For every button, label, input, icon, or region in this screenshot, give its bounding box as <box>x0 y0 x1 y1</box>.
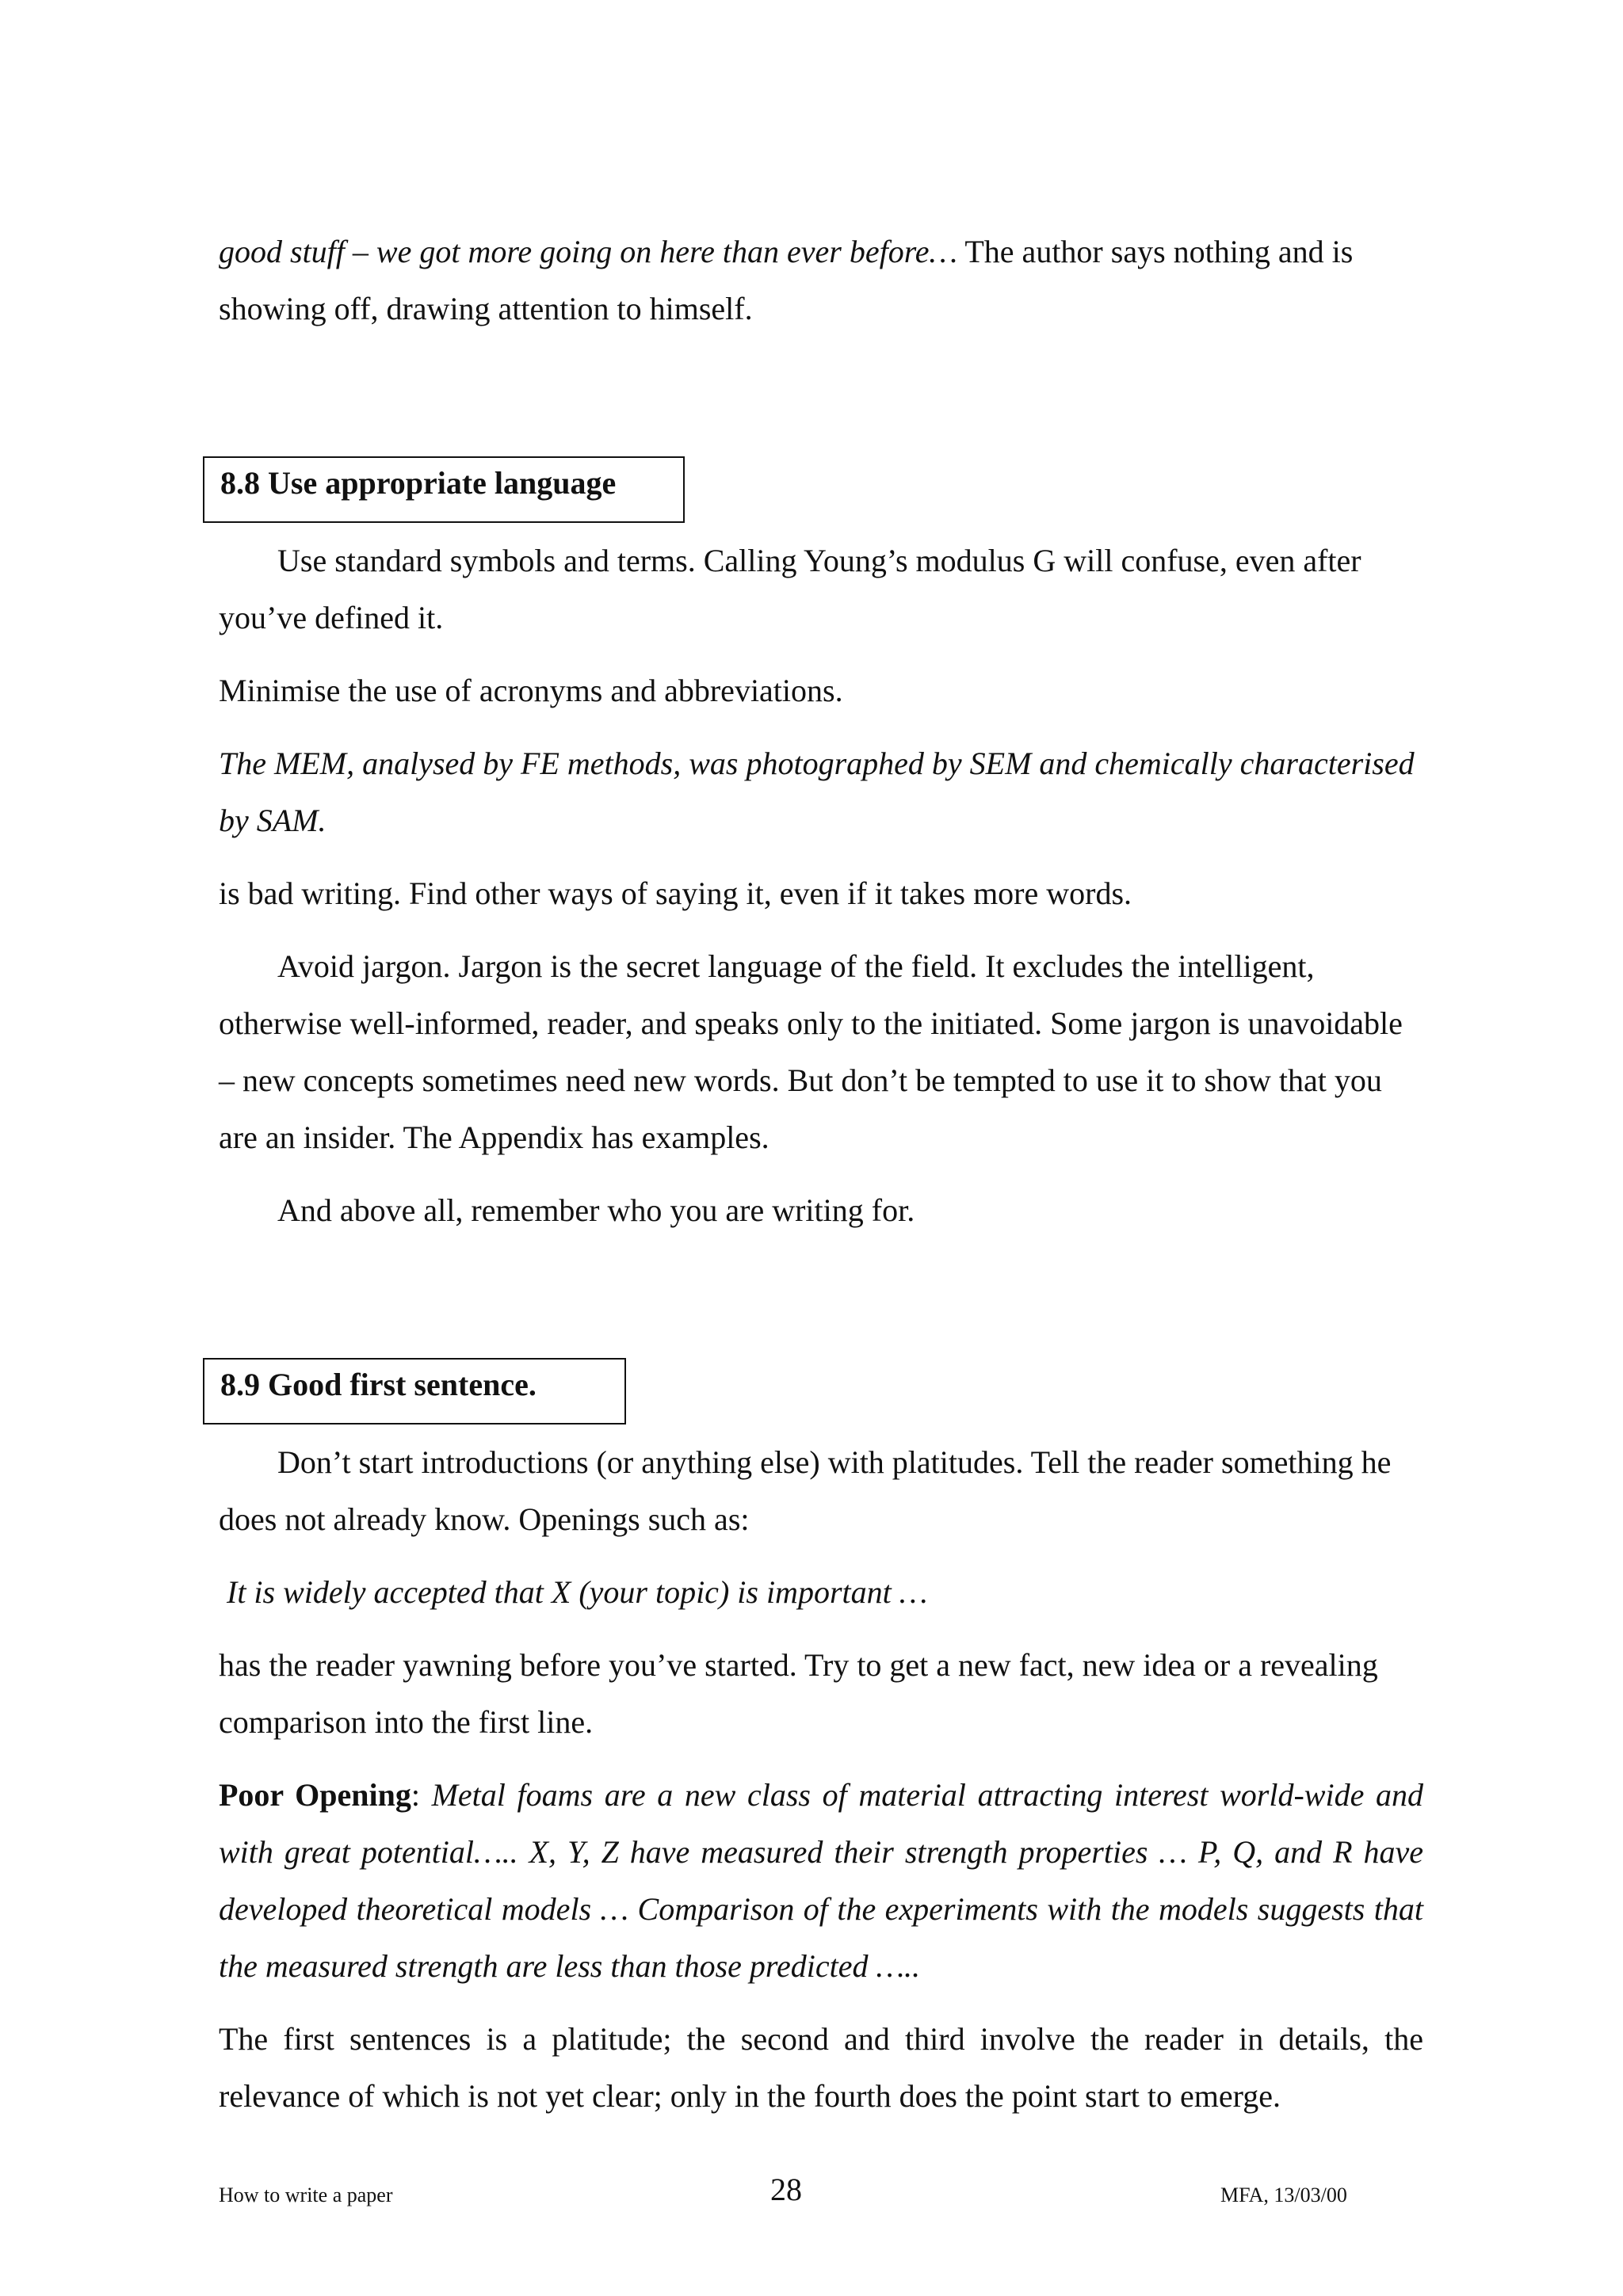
poor-opening-label: Poor Opening <box>219 1777 411 1813</box>
paragraph-minimise-acronyms: Minimise the use of acronyms and abbreviations. <box>219 673 843 708</box>
page-number: 28 <box>770 2172 802 2207</box>
paragraph-platitudes: Don’t start introductions (or anything else) with platitudes. Tell the reader something he does not already know. Openings such as: <box>219 1444 1392 1537</box>
section-heading-8-9: 8.9 Good first sentence. <box>203 1358 626 1425</box>
section-heading-8-8: 8.8 Use appropriate language <box>203 456 685 523</box>
page-content <box>219 223 1423 2125</box>
footer-date: MFA, 13/03/00 <box>1220 2183 1347 2206</box>
example-platitude: It is widely accepted that X (your topic) is important … <box>227 1574 928 1610</box>
paragraph-yawning: has the reader yawning before you’ve started. Try to get a new fact, new idea or a revealing comparison into the first line. <box>219 1647 1378 1740</box>
paragraph-avoid-jargon: Avoid jargon. Jargon is the secret language of the field. It excludes the intelligent, otherwise well-informed, reader, and speaks only to the initiated. Some jargon is unavoidable – new concepts sometimes need new words. But don’t be tempted to use it to show that you are an insider. The Appendix has examples. <box>219 948 1403 1155</box>
paragraph-poor-opening <box>219 1767 1423 1995</box>
continuation-rest: The author says nothing and is showing off, drawing attention to himself. <box>219 234 1354 326</box>
paragraph-first-sentences: The first sentences is a platitude; the second and third involve the reader in details, the relevance of which is not yet clear; only in the fourth does the point start to emerge. <box>219 2021 1423 2114</box>
poor-opening-separator: : <box>411 1777 432 1813</box>
example-acronyms: The MEM, analysed by FE methods, was photographed by SEM and chemically characterised by SAM. <box>219 746 1415 838</box>
paragraph-standard-symbols: Use standard symbols and terms. Calling Young’s modulus G will confuse, even after you’ve defined it. <box>219 543 1361 635</box>
paragraph-bad-writing: is bad writing. Find other ways of saying it, even if it takes more words. <box>219 875 1132 911</box>
continuation-paragraph <box>219 223 1423 338</box>
paragraph-remember-reader: And above all, remember who you are writing for. <box>277 1192 915 1228</box>
poor-opening-example: Metal foams are a new class of material attracting interest world-wide and with great potential….. X, Y, Z have measured their strength properties … P, Q, and R have developed theoretical models … Comparison of the experiments with the models suggests that the measured strength are less than those predicted ….. <box>219 1777 1424 1984</box>
footer-title: How to write a paper <box>219 2183 393 2206</box>
continuation-italic: good stuff – we got more going on here than ever before… <box>219 234 958 269</box>
